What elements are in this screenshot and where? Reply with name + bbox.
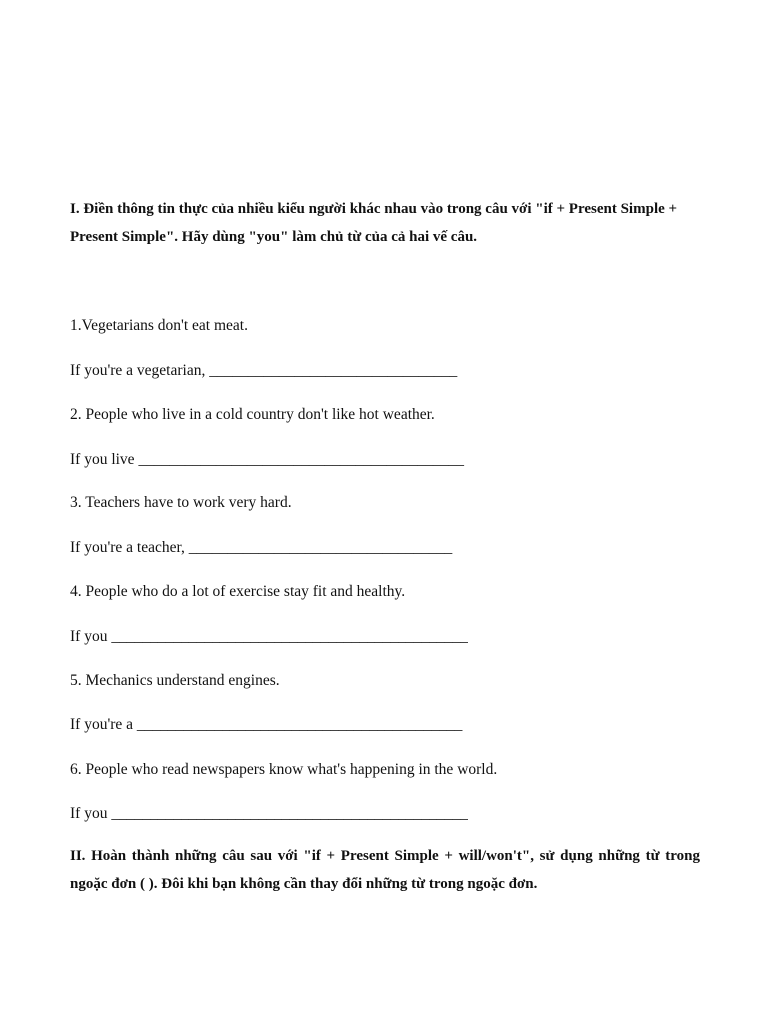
exercise-4-statement: 4. People who do a lot of exercise stay fit and healthy. [70,583,406,600]
exercise-6-statement: 6. People who read newspapers know what's happening in the world. [70,761,498,778]
section-1-heading: I. Điền thông tin thực của nhiều kiểu người khác nhau vào trong câu với "if + Present Simple + Present Simple". Hãy dùng "you" làm chủ từ của cả hai vế câu. [70,201,678,245]
exercise-3-prompt: If you're a teacher, __________________________________ [70,539,453,556]
exercise-2-prompt: If you live __________________________________________ [70,451,464,468]
exercise-3-statement: 3. Teachers have to work very hard. [70,494,292,511]
exercise-2-statement: 2. People who live in a cold country don't like hot weather. [70,406,435,423]
exercise-4-prompt: If you ______________________________________________ [70,628,468,645]
exercise-1-prompt: If you're a vegetarian, ________________________________ [70,362,458,379]
exercise-6-prompt: If you ______________________________________________ [70,805,468,822]
exercise-1-statement: 1.Vegetarians don't eat meat. [70,317,248,334]
exercise-5-statement: 5. Mechanics understand engines. [70,672,280,689]
exercise-5-prompt: If you're a __________________________________________ [70,716,463,733]
section-2-heading: II. Hoàn thành những câu sau với "if + Present Simple + will/won't", sử dụng những từ trong ngoặc đơn ( ). Đôi khi bạn không cần thay đổi những từ trong ngoặc đơn. [70,848,700,892]
